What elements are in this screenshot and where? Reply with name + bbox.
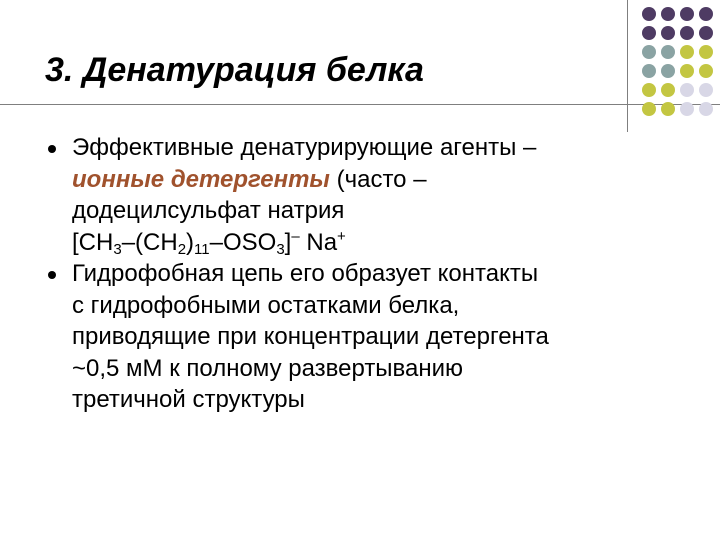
bullet-item-1 <box>45 132 685 258</box>
decorative-dot <box>699 83 713 97</box>
bullet-2-line-1: Гидрофобная цепь его образует контакты <box>72 260 539 287</box>
formula-part: [CH <box>72 228 114 256</box>
bullet-1-line-2 <box>72 164 685 196</box>
formula-superscript: – <box>291 227 300 245</box>
approx-symbol: ~ <box>72 354 87 382</box>
formula-part: –OSO <box>209 228 277 256</box>
decorative-dot <box>642 45 656 59</box>
bullet-1-text: Эффективные денатурирующие агенты – <box>72 134 537 161</box>
bullet-2-line-5: третичной структуры <box>72 386 305 413</box>
slide-title: 3. Денатурация белка <box>45 51 424 89</box>
chemical-formula <box>72 227 685 259</box>
decorative-dot <box>680 45 694 59</box>
decorative-dot <box>699 45 713 59</box>
decorative-dot <box>642 26 656 40</box>
bullet-2-line-4-text: 0,5 мМ к полному развертыванию <box>86 354 464 382</box>
decorative-dot <box>661 102 675 116</box>
bullet-list <box>45 132 685 416</box>
dot-grid-decoration <box>642 7 720 127</box>
bullet-dot-icon <box>48 145 56 153</box>
decorative-dot <box>680 102 694 116</box>
decorative-dot <box>661 83 675 97</box>
horizontal-rule <box>0 104 720 105</box>
decorative-dot <box>680 83 694 97</box>
bullet-dot-icon <box>48 271 56 279</box>
formula-part: ) <box>186 228 195 256</box>
bullet-1-line-1 <box>72 132 685 164</box>
decorative-dot <box>642 83 656 97</box>
formula-subscript: 3 <box>276 240 285 258</box>
bullet-2-line-2: с гидрофобными остатками белка, <box>72 291 460 319</box>
decorative-dot <box>699 7 713 21</box>
bullet-item-2 <box>45 258 685 416</box>
decorative-dot <box>699 64 713 78</box>
bullet-2-line-4 <box>72 353 685 385</box>
bullet-2-line-3: приводящие при концентрации детергента <box>72 323 549 350</box>
bullet-1-text-after: (часто – <box>329 165 427 193</box>
bullet-1-line-3: додецилсульфат натрия <box>72 197 345 224</box>
decorative-dot <box>699 102 713 116</box>
decorative-dot <box>699 26 713 40</box>
formula-subscript: 3 <box>113 240 122 258</box>
decorative-dot <box>661 7 675 21</box>
decorative-dot <box>642 102 656 116</box>
formula-subscript: 11 <box>194 240 210 258</box>
formula-superscript: + <box>337 227 346 245</box>
decorative-dot <box>680 7 694 21</box>
decorative-dot <box>680 64 694 78</box>
decorative-dot <box>680 26 694 40</box>
bullet-1-accent: ионные детергенты <box>72 165 330 193</box>
formula-part: Na <box>299 228 338 256</box>
decorative-dot <box>661 64 675 78</box>
formula-part: –(CH <box>121 228 178 256</box>
decorative-dot <box>642 64 656 78</box>
vertical-rule <box>627 0 628 132</box>
decorative-dot <box>642 7 656 21</box>
formula-part: ] <box>284 228 292 256</box>
formula-subscript: 2 <box>177 240 187 258</box>
decorative-dot <box>661 45 675 59</box>
decorative-dot <box>661 26 675 40</box>
